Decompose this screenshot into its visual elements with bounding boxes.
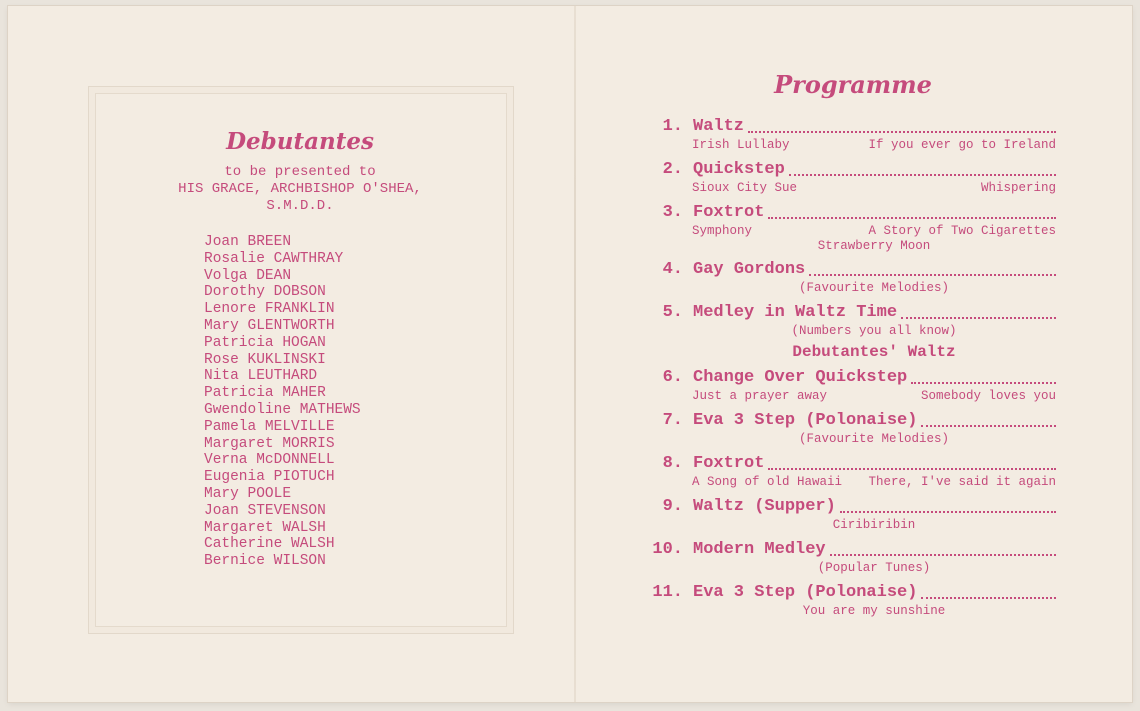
tune-center: (Favourite Melodies) bbox=[798, 281, 950, 295]
tune-right: Whispering bbox=[980, 181, 1056, 195]
dot-leader bbox=[809, 274, 1056, 276]
dance-name: Foxtrot bbox=[693, 454, 765, 473]
tune-right: Somebody loves you bbox=[920, 389, 1056, 403]
tune-center: Ciribiribin bbox=[832, 518, 916, 532]
item-number: 4. bbox=[662, 260, 683, 279]
debutante-name: Eugenia PIOTUCH bbox=[204, 469, 335, 486]
debutante-name: Joan STEVENSON bbox=[204, 502, 326, 519]
programme-item bbox=[636, 302, 1056, 339]
dance-name: Quickstep bbox=[693, 160, 785, 179]
debutante-name: Rose KUKLINSKI bbox=[204, 351, 326, 368]
dance-name: Gay Gordons bbox=[693, 260, 806, 279]
tune-center: (Numbers you all know) bbox=[791, 324, 957, 338]
debutante-name: Dorothy DOBSON bbox=[204, 284, 326, 301]
item-number: 2. bbox=[662, 160, 683, 179]
debutante-name: Mary POOLE bbox=[204, 485, 292, 502]
dance-name: Change Over Quickstep bbox=[693, 368, 908, 387]
tune-center: (Favourite Melodies) bbox=[798, 432, 950, 446]
debutante-name: Margaret WALSH bbox=[204, 519, 326, 536]
presented-line-3: S.M.D.D. bbox=[266, 198, 334, 214]
dot-leader bbox=[748, 131, 1056, 133]
programme-item bbox=[636, 116, 1056, 153]
programme-item bbox=[636, 496, 1056, 533]
tune-right: If you ever go to Ireland bbox=[868, 138, 1056, 152]
programme-item bbox=[636, 159, 1056, 196]
debutantes-title: Debutantes bbox=[226, 128, 374, 155]
debutante-name: Verna McDONNELL bbox=[204, 452, 335, 469]
dot-leader bbox=[840, 511, 1056, 513]
dot-leader bbox=[921, 425, 1056, 427]
dance-name: Waltz bbox=[693, 117, 745, 136]
debutante-name: Joan BREEN bbox=[204, 234, 292, 250]
debutante-name: Patricia HOGAN bbox=[204, 334, 326, 351]
debutante-name: Lenore FRANKLIN bbox=[204, 301, 335, 318]
debutantes-waltz-heading: Debutantes' Waltz bbox=[792, 343, 956, 361]
card-fold bbox=[574, 6, 576, 702]
debutante-name: Catherine WALSH bbox=[204, 536, 335, 553]
programme-item bbox=[636, 539, 1056, 576]
dot-leader bbox=[789, 174, 1056, 176]
tune-center: (Popular Tunes) bbox=[817, 561, 931, 575]
item-number: 9. bbox=[662, 497, 683, 516]
tune-center: You are my sunshine bbox=[802, 604, 946, 618]
programme-item bbox=[636, 367, 1056, 404]
dot-leader bbox=[921, 597, 1056, 599]
item-number: 8. bbox=[662, 454, 683, 473]
item-number: 5. bbox=[662, 303, 683, 322]
tune-right: A Story of Two Cigarettes bbox=[868, 224, 1056, 238]
programme-title: Programme bbox=[774, 70, 932, 99]
tune-right: There, I've said it again bbox=[868, 475, 1056, 489]
presented-to-text bbox=[88, 164, 512, 215]
tune-left: Symphony bbox=[692, 224, 753, 238]
programme-item bbox=[636, 259, 1056, 296]
dance-name: Modern Medley bbox=[693, 540, 826, 559]
debutante-name: Margaret MORRIS bbox=[204, 435, 335, 452]
debutante-name: Bernice WILSON bbox=[204, 553, 326, 570]
programme-item bbox=[636, 453, 1056, 490]
programme-item bbox=[636, 410, 1056, 447]
presented-line-2: HIS GRACE, ARCHBISHOP O'SHEA, bbox=[178, 181, 422, 197]
item-number: 3. bbox=[662, 203, 683, 222]
item-number: 1. bbox=[662, 117, 683, 136]
debutante-name: Nita LEUTHARD bbox=[204, 368, 318, 385]
dot-leader bbox=[830, 554, 1056, 556]
item-number: 6. bbox=[662, 368, 683, 387]
dance-name: Waltz (Supper) bbox=[693, 497, 836, 516]
dot-leader bbox=[768, 217, 1056, 219]
item-number: 7. bbox=[662, 411, 683, 430]
debutante-name: Gwendoline MATHEWS bbox=[204, 401, 361, 418]
dance-name: Eva 3 Step (Polonaise) bbox=[693, 583, 918, 602]
tune-left: Just a prayer away bbox=[692, 389, 828, 403]
programme-item bbox=[636, 202, 1056, 253]
dot-leader bbox=[768, 468, 1056, 470]
dance-name: Eva 3 Step (Polonaise) bbox=[693, 411, 918, 430]
dot-leader bbox=[911, 382, 1056, 384]
tune-left: Irish Lullaby bbox=[692, 138, 790, 152]
dance-name: Medley in Waltz Time bbox=[693, 303, 898, 322]
debutante-name: Patricia MAHER bbox=[204, 385, 326, 402]
debutante-name: Volga DEAN bbox=[204, 267, 292, 284]
debutante-name-list bbox=[204, 234, 361, 570]
dot-leader bbox=[901, 317, 1056, 319]
item-number: 11. bbox=[652, 583, 683, 602]
programme-list bbox=[636, 116, 1056, 619]
item-number: 10. bbox=[652, 540, 683, 559]
tune-left: A Song of old Hawaii bbox=[692, 475, 843, 489]
dance-name: Foxtrot bbox=[693, 203, 765, 222]
tune-left: Sioux City Sue bbox=[692, 181, 798, 195]
debutante-name: Pamela MELVILLE bbox=[204, 418, 335, 435]
debutante-name: Mary GLENTWORTH bbox=[204, 317, 335, 334]
debutante-name: Rosalie CAWTHRAY bbox=[204, 250, 344, 267]
programme-card bbox=[8, 6, 1132, 702]
programme-item bbox=[636, 582, 1056, 619]
tune-extra: Strawberry Moon bbox=[817, 239, 931, 253]
presented-line-1: to be presented to bbox=[224, 164, 376, 180]
